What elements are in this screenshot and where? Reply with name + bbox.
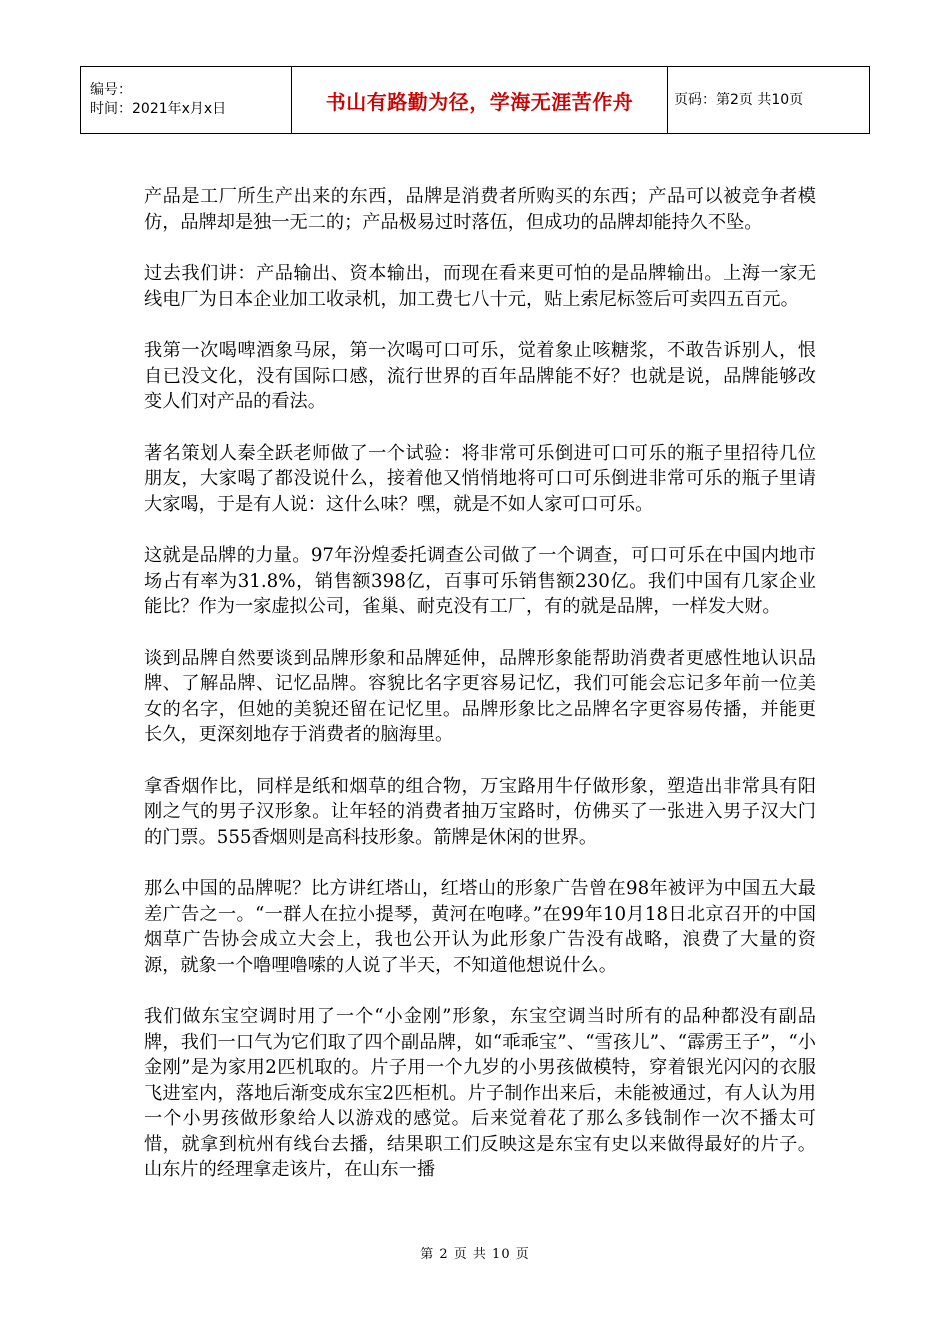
paragraph: 拿香烟作比，同样是纸和烟草的组合物，万宝路用牛仔做形象，塑造出非常具有阳刚之气的男子汉形象。让年轻的消费者抽万宝路时，仿佛买了一张进入男子汉大门的门票。555香烟则是高科技形象。箭牌是休闲的世界。: [144, 775, 816, 848]
body-content: [144, 184, 816, 1209]
motto-text: 书山有路勤为径，学海无涯苦作舟: [325, 89, 634, 114]
header-info-cell: [81, 67, 292, 134]
header-motto-cell: [292, 67, 668, 134]
serial-number-label: 编号：: [90, 82, 132, 98]
page-info: 页码：第2页 共10页: [668, 67, 870, 134]
paragraph: 过去我们讲：产品输出、资本输出，而现在看来更可怕的是品牌输出。上海一家无线电厂为日本企业加工收录机，加工费七八十元，贴上索尼标签后可卖四五百元。: [144, 263, 816, 310]
paragraph: 我们做东宝空调时用了一个“小金刚”形象，东宝空调当时所有的品种都没有副品牌，我们一口气为它们取了四个副品牌，如“乖乖宝”、“雪孩儿”、“霹雳王子”，“小金刚”是为家用2匹机取的。片子用一个九岁的小男孩做模特，穿着银光闪闪的衣服飞进室内，落地后渐变成东宝2匹柜机。片子制作出来后，未能被通过，有人认为用一个小男孩做形象给人以游戏的感觉。后来觉着花了那么多钱制作一次不播太可惜，就拿到杭州有线台去播，结果职工们反映这是东宝有史以来做得最好的片子。山东片的经理拿走该片，在山东一播: [144, 1006, 816, 1180]
paragraph: 那么中国的品牌呢？比方讲红塔山，红塔山的形象广告曾在98年被评为中国五大最差广告之一。“一群人在拉小提琴，黄河在咆哮。”在99年10月18日北京召开的中国烟草广告协会成立大会上，我也公开认为此形象广告没有战略，浪费了大量的资源，就象一个噜哩噜嗦的人说了半天，不知道他想说什么。: [144, 878, 816, 976]
paragraph: 谈到品牌自然要谈到品牌形象和品牌延伸，品牌形象能帮助消费者更感性地认识品牌、了解品牌、记忆品牌。容貌比名字更容易记忆，我们可能会忘记多年前一位美女的名字，但她的美貌还留在记忆里。品牌形象比之品牌名字更容易传播，并能更长久，更深刻地存于消费者的脑海里。: [144, 647, 816, 745]
header-table: [80, 66, 870, 134]
paragraph: 这就是品牌的力量。97年汾煌委托调查公司做了一个调查，可口可乐在中国内地市场占有率为31.8%，销售额398亿，百事可乐销售额230亿。我们中国有几家企业能比？作为一家虚拟公司，雀巢、耐克没有工厂，有的就是品牌，一样发大财。: [144, 545, 816, 617]
paragraph: 产品是工厂所生产出来的东西，品牌是消费者所购买的东西；产品可以被竞争者模仿，品牌却是独一无二的；产品极易过时落伍，但成功的品牌却能持久不坠。: [144, 186, 816, 233]
paragraph: 著名策划人秦全跃老师做了一个试验：将非常可乐倒进可口可乐的瓶子里招待几位朋友，大家喝了都没说什么，接着他又悄悄地将可口可乐倒进非常可乐的瓶子里请大家喝，于是有人说：这什么味？嘿，就是不如人家可口可乐。: [144, 442, 816, 515]
page-footer: 第 2 页 共 10 页: [420, 1247, 530, 1262]
paragraph: 我第一次喝啤酒象马尿，第一次喝可口可乐，觉着象止咳糖浆，不敢告诉别人，恨自已没文化，没有国际口感，流行世界的百年品牌能不好？也就是说，品牌能够改变人们对产品的看法。: [144, 340, 816, 412]
date-label: 时间：2021年x月x日: [90, 101, 227, 117]
